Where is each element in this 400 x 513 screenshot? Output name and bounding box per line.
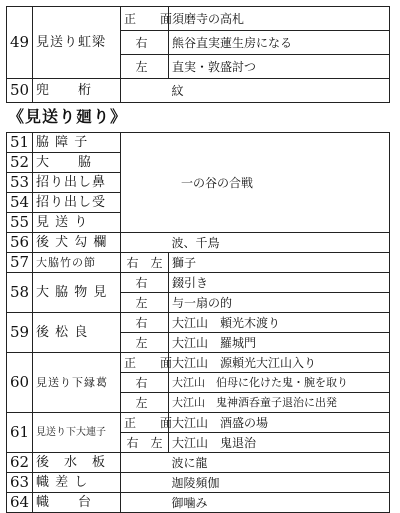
table-row [7, 79, 390, 103]
position-label: 左 [121, 55, 169, 79]
table-row [7, 353, 390, 373]
item-name: 招り出し鼻 [33, 173, 121, 193]
item-name: 脇 障 子 [33, 133, 121, 153]
item-description: 錣引き [169, 273, 390, 293]
empty-cell [121, 233, 169, 253]
item-number: 64 [7, 493, 33, 513]
item-description: 御噛み [169, 493, 390, 513]
item-description: 熊谷直実蓮生房になる [169, 31, 390, 55]
position-label: 左 [121, 293, 169, 313]
table-row [7, 273, 390, 293]
item-number: 60 [7, 353, 33, 413]
position-label: 右 [121, 31, 169, 55]
table-row [7, 313, 390, 333]
item-description: 大江山 羅城門 [169, 333, 390, 353]
item-number: 55 [7, 213, 33, 233]
item-name: 大脇竹の節 [33, 253, 121, 273]
item-number: 49 [7, 7, 33, 79]
float-parts-table-2 [6, 132, 390, 513]
item-number: 63 [7, 473, 33, 493]
item-number: 58 [7, 273, 33, 313]
item-number: 50 [7, 79, 33, 103]
item-description: 大江山 頼光木渡り [169, 313, 390, 333]
item-description: 直実・敦盛討つ [169, 55, 390, 79]
item-description: 獅子 [169, 253, 390, 273]
item-description: 須磨寺の高札 [169, 7, 390, 31]
table-row [7, 453, 390, 473]
item-description: 大江山 鬼退治 [169, 433, 390, 453]
position-label: 右 左 [121, 253, 169, 273]
item-name: 見送り下縁葛 [33, 353, 121, 413]
item-number: 51 [7, 133, 33, 153]
item-number: 62 [7, 453, 33, 473]
item-number: 54 [7, 193, 33, 213]
item-name: 後 水 板 [33, 453, 121, 473]
section-title: 《見送り廻り》 [8, 107, 128, 126]
item-description: 大江山 酒盛の場 [169, 413, 390, 433]
table-row [7, 7, 390, 31]
table-row [7, 133, 390, 153]
item-number: 59 [7, 313, 33, 353]
position-label: 右 [121, 373, 169, 393]
table-row [7, 253, 390, 273]
item-name: 招り出し受 [33, 193, 121, 213]
position-label: 正 面 [121, 353, 169, 373]
item-description: 大江山 伯母に化けた鬼・腕を取り [169, 373, 390, 393]
empty-cell [121, 453, 169, 473]
item-name: 見送り下大連子 [33, 413, 121, 453]
item-name: 後 松 良 [33, 313, 121, 353]
empty-cell [121, 79, 169, 103]
table-row [7, 493, 390, 513]
item-number: 56 [7, 233, 33, 253]
table-row [7, 473, 390, 493]
item-name: 大 脇 物 見 [33, 273, 121, 313]
float-parts-table-1 [6, 6, 390, 103]
item-name: 見送り虹梁 [33, 7, 121, 79]
item-name: 大 脇 [33, 153, 121, 173]
empty-cell [121, 493, 169, 513]
table-row [7, 413, 390, 433]
item-description: 波、千鳥 [169, 233, 390, 253]
item-number: 53 [7, 173, 33, 193]
position-label: 正 面 [121, 413, 169, 433]
item-description: 波に龍 [169, 453, 390, 473]
item-name: 兜 桁 [33, 79, 121, 103]
item-description: 与一扇の的 [169, 293, 390, 313]
item-name: 幟 差 し [33, 473, 121, 493]
item-number: 57 [7, 253, 33, 273]
position-label: 右 [121, 313, 169, 333]
position-label: 正 面 [121, 7, 169, 31]
item-number: 61 [7, 413, 33, 453]
item-description: 一の谷の合戦 [121, 133, 390, 233]
item-name: 見 送 り [33, 213, 121, 233]
position-label: 左 [121, 393, 169, 413]
empty-cell [121, 473, 169, 493]
item-description: 迦陵頻伽 [169, 473, 390, 493]
item-name: 後 犬 勾 欄 [33, 233, 121, 253]
item-description: 紋 [169, 79, 390, 103]
position-label: 右 [121, 273, 169, 293]
position-label: 右 左 [121, 433, 169, 453]
item-description: 大江山 源頼光大江山入り [169, 353, 390, 373]
item-name: 幟 台 [33, 493, 121, 513]
item-number: 52 [7, 153, 33, 173]
item-description: 大江山 鬼神酒呑童子退治に出発 [169, 393, 390, 413]
table-row [7, 233, 390, 253]
position-label: 左 [121, 333, 169, 353]
